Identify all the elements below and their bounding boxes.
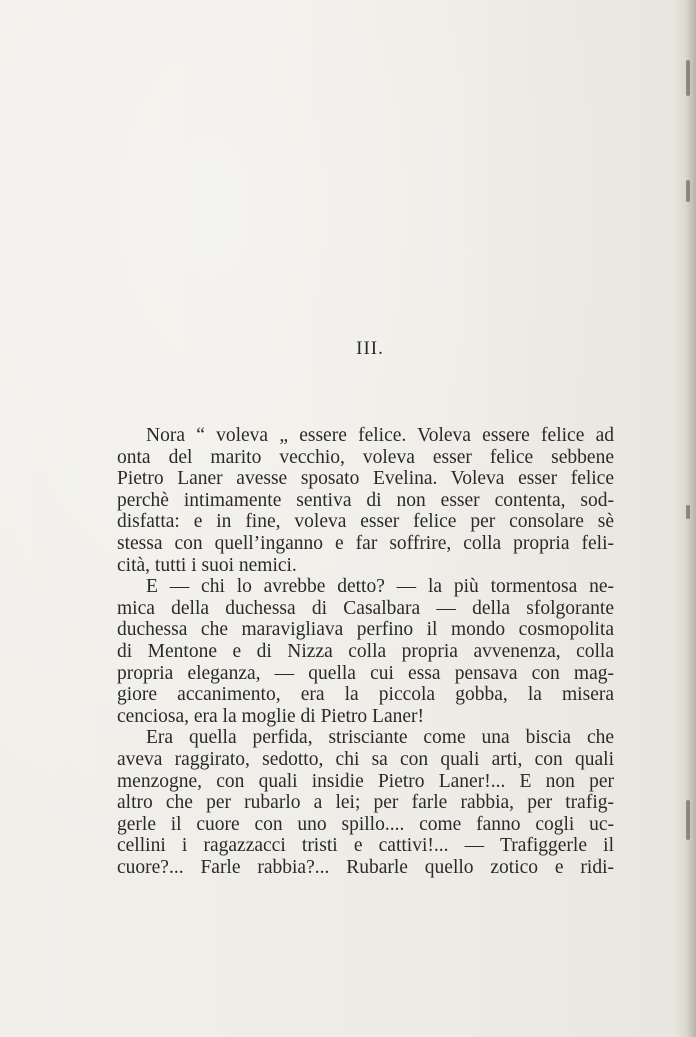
text-line: mica della duchessa di Casalbara — della sfolgorante	[117, 597, 614, 619]
text-line: menzogne, con quali insidie Pietro Laner!... E non per	[117, 770, 614, 792]
text-line: propria eleganza, — quella cui essa pensava con mag-	[117, 662, 614, 684]
paragraph	[117, 576, 614, 727]
text-line: Era quella perfida, strisciante come una biscia che	[146, 727, 614, 749]
page-edge-mark	[686, 505, 690, 519]
text-line: cellini i ragazzacci tristi e cattivi!... — Trafiggerle il	[117, 835, 614, 857]
text-line: aveva raggirato, sedotto, chi sa con quali arti, con quali	[117, 748, 614, 770]
text-line: gerle il cuore con uno spillo.... come fanno cogli uc-	[117, 813, 614, 835]
text-line: giore accanimento, era la piccola gobba, la misera	[117, 684, 614, 706]
text-line: stessa con quell’inganno e far soffrire, colla propria feli-	[117, 532, 614, 554]
text-line: duchessa che maravigliava perfino il mondo cosmopolita	[117, 619, 614, 641]
page-edge-mark	[686, 180, 690, 202]
text-line: Pietro Laner avesse sposato Evelina. Voleva esser felice	[117, 468, 614, 490]
paragraph	[117, 727, 614, 878]
text-line: disfatta: e in fine, voleva esser felice per consolare sè	[117, 511, 614, 533]
text-line: altro che per rubarlo a lei; per farle rabbia, per trafig-	[117, 792, 614, 814]
paragraph	[117, 425, 614, 576]
page-edge-mark	[686, 60, 690, 96]
text-line: cenciosa, era la moglie di Pietro Laner!	[117, 705, 424, 727]
text-line: perchè intimamente sentiva di non esser contenta, sod-	[117, 489, 614, 511]
chapter-heading: III.	[356, 338, 384, 359]
body-text	[117, 425, 614, 878]
text-line: onta del marito vecchio, voleva esser felice sebbene	[117, 446, 614, 468]
text-line: di Mentone e di Nizza colla propria avvenenza, colla	[117, 640, 614, 662]
page-edge-mark	[686, 800, 690, 840]
text-line: E — chi lo avrebbe detto? — la più tormentosa ne-	[146, 576, 614, 598]
text-line: cuore?... Farle rabbia?... Rubarle quello zotico e ridi-	[117, 856, 614, 878]
text-line: Nora “ voleva „ essere felice. Voleva essere felice ad	[146, 425, 614, 446]
text-line: cità, tutti i suoi nemici.	[117, 554, 297, 576]
page-edge-shadow	[674, 0, 696, 1037]
